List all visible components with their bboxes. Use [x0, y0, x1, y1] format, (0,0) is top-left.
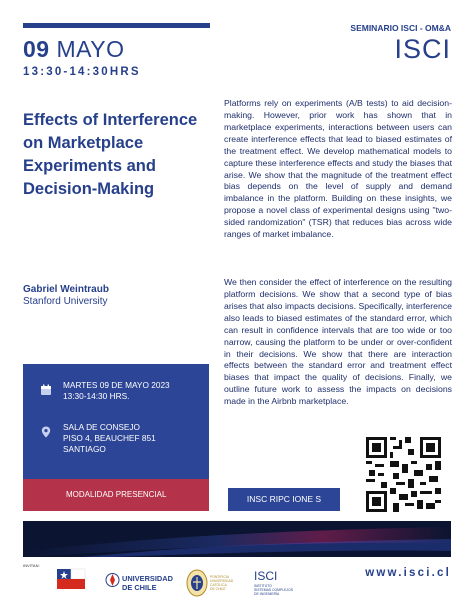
- event-day: 09: [23, 36, 50, 62]
- banner-graphic: [23, 521, 451, 557]
- event-date: [23, 36, 125, 63]
- uchile-seal-icon: [105, 568, 120, 596]
- event-location-details: [63, 422, 156, 456]
- uchile-line-2: DE CHILE: [122, 582, 157, 592]
- location-pin-icon: [40, 426, 52, 438]
- isci-footer-logo-subtitle: [254, 584, 293, 596]
- uc-line-1: PONTIFICIA: [210, 575, 230, 579]
- uc-line-3: CATÓLICA: [210, 583, 227, 588]
- event-month: MAYO: [56, 36, 125, 62]
- isci-sub-line-1: INSTITUTO: [254, 584, 272, 588]
- event-info-box: [23, 364, 209, 479]
- qr-code-icon[interactable]: [366, 437, 441, 512]
- abstract-paragraph-2: We then consider the effect of interference on the resulting platform decisions. We show that a second type of bias arises that also impacts decisions. Specifically, interference also leads to biased estimates of the standard error, which can result in confidence intervals that are too wide or too narrow, causing the platform to be under or over-confident in their decisions. We show that there are interaction effects between the standard error and treatment effect biases that impact the quality of decisions. Finally, we outline future work to assess the impacts on decisions made in the Airbnb marketplace.: [224, 277, 452, 407]
- speaker-name: Gabriel Weintraub: [23, 284, 109, 295]
- uc-logo: [185, 567, 247, 599]
- isci-footer-logo: [252, 567, 312, 599]
- location-address: PISO 4, BEAUCHEF 851: [63, 433, 156, 444]
- uchile-logo: [105, 567, 175, 597]
- talk-title: Effects of Interference on Marketplace Experiments and Decision-Making: [23, 111, 198, 199]
- government-logo-icon: [55, 567, 87, 597]
- uc-seal-icon: [185, 568, 209, 598]
- isci-sub-line-3: DE INGENIERÍA: [254, 592, 280, 597]
- event-date-details: [63, 380, 170, 402]
- decorative-banner: [23, 521, 451, 557]
- location-city: SANTIAGO: [63, 444, 106, 455]
- event-time-line: 13:30-14:30 HRS.: [63, 391, 130, 402]
- registration-button[interactable]: INSC RIPC IONE S: [228, 488, 340, 511]
- uchile-name: [122, 575, 173, 592]
- isci-logo: ISCI: [394, 34, 451, 64]
- seminar-label: SEMINARIO ISCI - OM&A: [350, 23, 451, 33]
- website-link[interactable]: www.isci.cl: [365, 567, 451, 579]
- uc-name: [210, 575, 233, 591]
- speaker-affiliation: Stanford University: [23, 296, 108, 307]
- isci-footer-logo-text: ISCI: [254, 569, 278, 583]
- uc-line-4: DE CHILE: [210, 587, 226, 592]
- event-date-line: MARTES 09 DE MAYO 2023: [63, 380, 170, 390]
- abstract-paragraph-1: Platforms rely on experiments (A/B tests) to aid decision-making. However, prior work has shown that in marketplace experiments, interactions between users can create interference effects that lead to biased estimates of the treatment effect. We develop mathematical models to capture these interference effects and study the biases that arise. We show that the magnitude of the treatment effect bias depends on the level of supply and demand imbalance in the platform. Building on these insights, we propose a novel class of experimental designs using "two-sided randomization" (TSR) that reduces bias across wide ranges of market imbalance.: [224, 98, 452, 240]
- calendar-icon: [40, 384, 52, 396]
- government-logo: [55, 567, 87, 597]
- isci-sub-line-2: SISTEMAS COMPLEJOS: [254, 588, 294, 593]
- uchile-line-1: UNIVERSIDAD: [122, 574, 173, 583]
- invitan-label: INVITAN:: [23, 563, 40, 568]
- modality-banner: MODALIDAD PRESENCIAL: [23, 479, 209, 511]
- uc-line-2: UNIVERSIDAD: [210, 579, 234, 584]
- top-accent-bar: [23, 23, 210, 28]
- event-time: 13:30-14:30HRS: [23, 66, 141, 78]
- location-room: SALA DE CONSEJO: [63, 422, 141, 432]
